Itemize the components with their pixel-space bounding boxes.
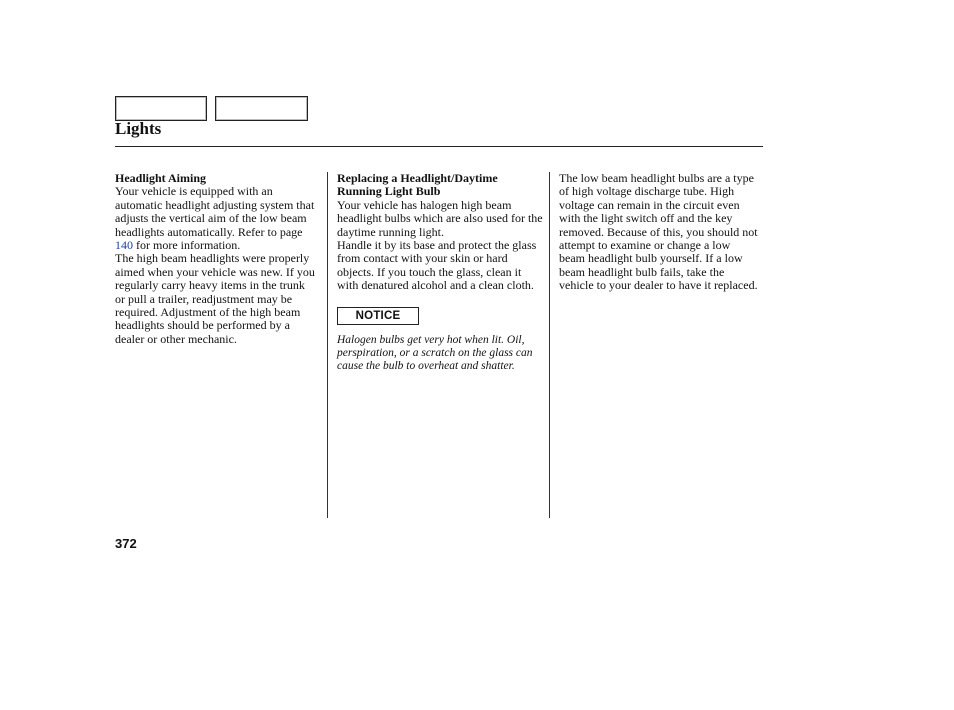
title-divider: [115, 146, 763, 147]
page-link-140[interactable]: 140: [115, 238, 133, 253]
column-1: [115, 172, 315, 346]
page-number: 372: [115, 536, 137, 551]
paragraph-text: for more information.: [133, 238, 241, 253]
replacing-bulb-paragraph-2: Handle it by its base and protect the glass from contact with your skin or hard objects. If you touch the glass, clean it with denatured alcohol and a clean cloth.: [337, 238, 537, 293]
paragraph-text: Your vehicle is equipped with an automatic headlight adjusting system that adjusts the vertical aim of the low beam headlights automatically. Refer to page: [115, 184, 315, 239]
column-divider-1: [327, 172, 328, 518]
section-title: Lights: [115, 119, 162, 138]
low-beam-paragraph: The low beam headlight bulbs are a type of high voltage discharge tube. High voltage can remain in the circuit even with the light switch off and the key removed. Because of this, you should not attempt to examine or change a low beam headlight bulb yourself. If a low beam headlight bulb fails, take the vehicle to your dealer to have it replaced.: [559, 171, 758, 293]
nav-tab-2[interactable]: [215, 96, 308, 121]
headlight-aiming-paragraph-2: The high beam headlights were properly aimed when your vehicle was new. If you regularly carry heavy items in the trunk or pull a trailer, readjustment may be required. Adjustment of the high beam headlights should be performed by a dealer or other mechanic.: [115, 251, 315, 346]
column-divider-2: [549, 172, 550, 518]
headlight-aiming-paragraph-1: [115, 185, 315, 252]
notice-label: NOTICE: [337, 307, 419, 325]
column-3: [559, 172, 759, 293]
replacing-bulb-paragraph-1: Your vehicle has halogen high beam headlight bulbs which are also used for the daytime running light.: [337, 197, 543, 239]
headlight-aiming-heading: Headlight Aiming: [115, 171, 207, 185]
column-2: [337, 172, 543, 374]
nav-tab-1[interactable]: [115, 96, 207, 121]
notice-text: Halogen bulbs get very hot when lit. Oil, perspiration, or a scratch on the glass can cause the bulb to overheat and shatter.: [337, 333, 533, 373]
replacing-bulb-heading: Replacing a Headlight/Daytime Running Light Bulb: [337, 171, 498, 199]
